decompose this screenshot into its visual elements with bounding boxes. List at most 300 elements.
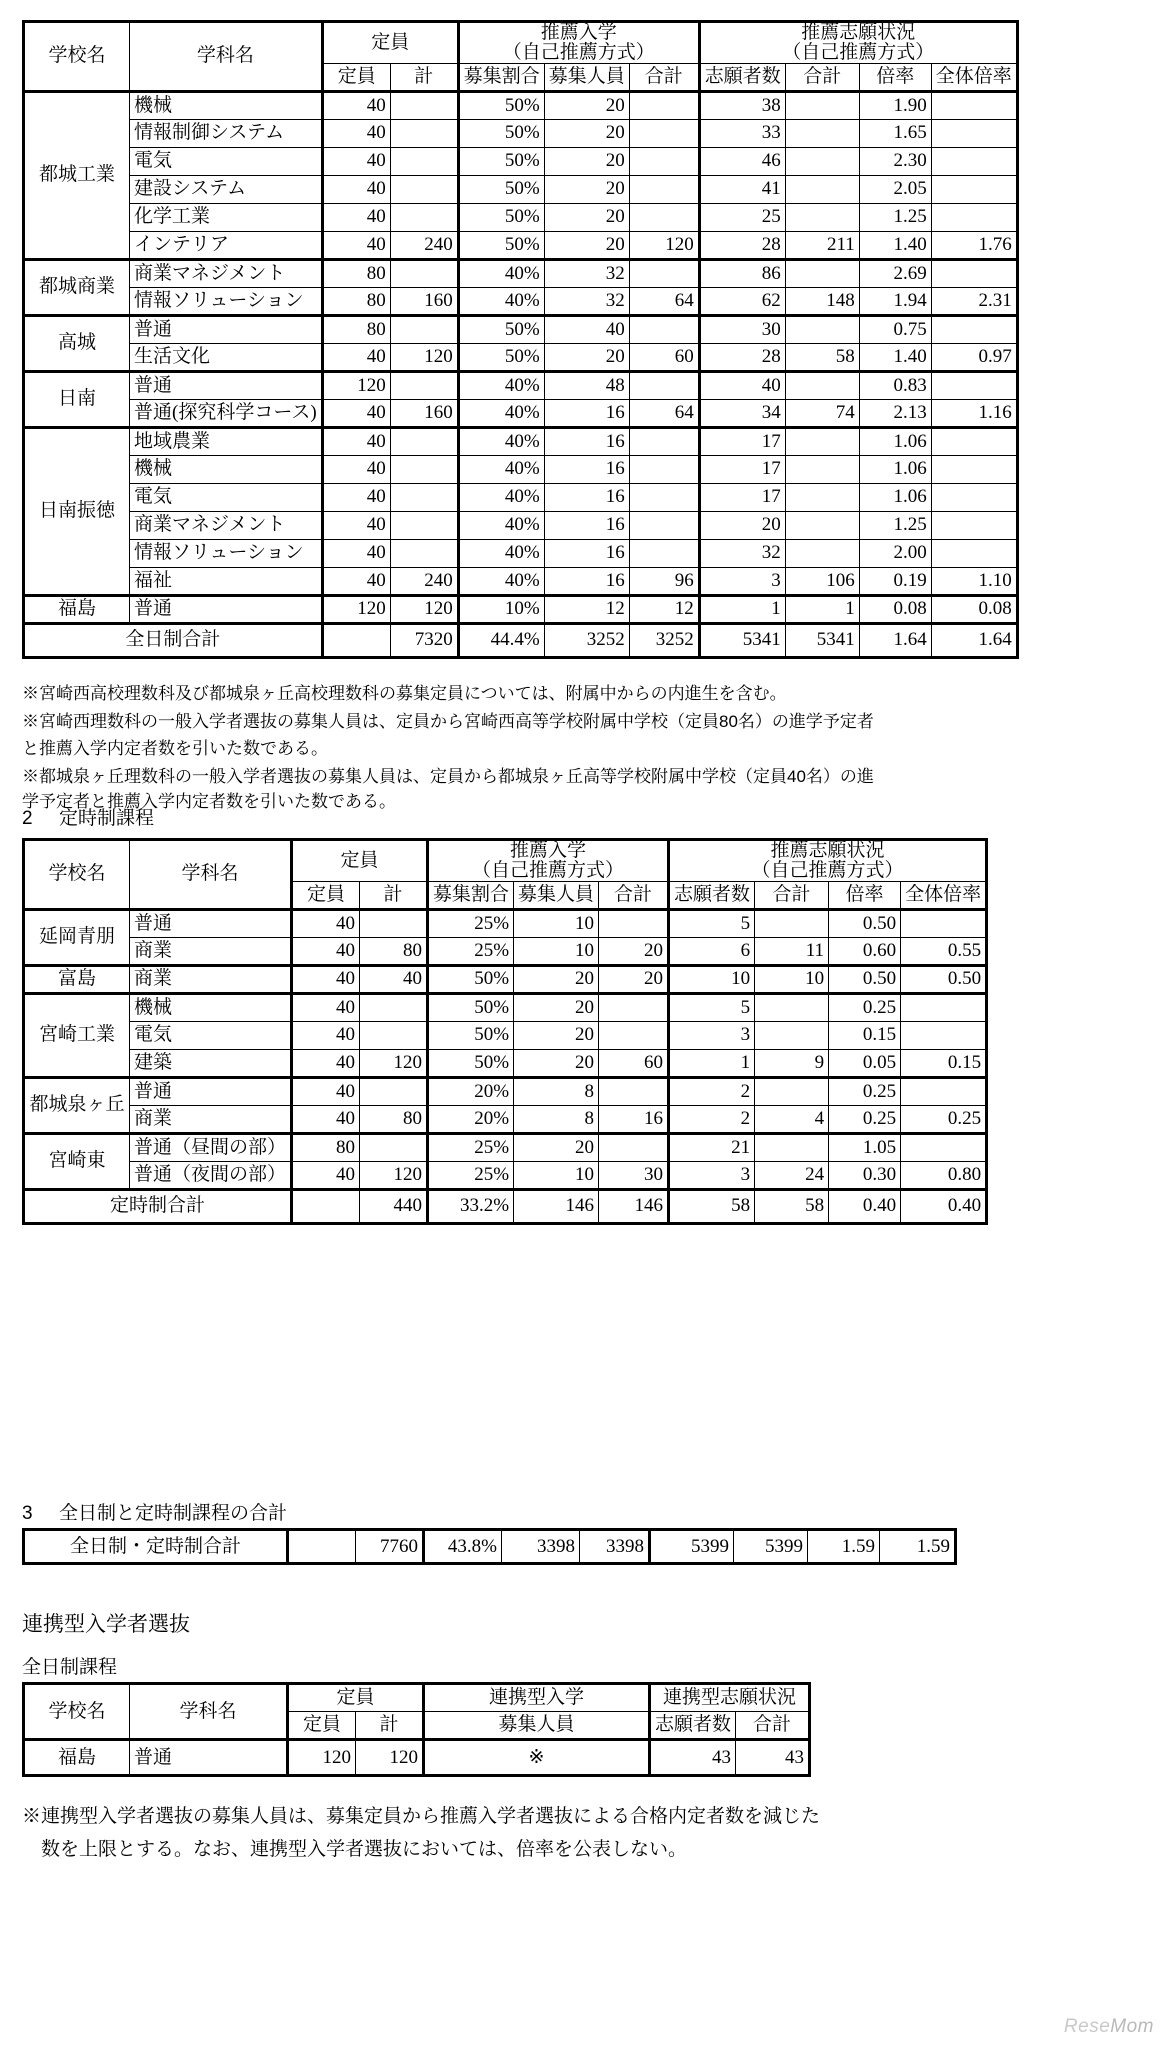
cell-overall-rate [901, 1133, 987, 1161]
cell-quota-total: 80 [360, 937, 428, 965]
cell-total-rec-sum: 146 [599, 1189, 669, 1223]
cell-dept: 普通 [130, 315, 323, 343]
cell-quota: 40 [322, 483, 390, 511]
table-row [24, 539, 1018, 567]
cell-rec-ratio: 40% [458, 287, 544, 315]
cell-dept: 建設システム [130, 175, 323, 203]
cell-quota: 40 [322, 455, 390, 483]
table-row [24, 1049, 987, 1077]
cell-school: 都城泉ヶ丘 [24, 1077, 130, 1133]
renkei-data-row [24, 1740, 810, 1776]
cell-rec-people: 20 [544, 119, 629, 147]
cell-rec-total [599, 993, 669, 1021]
th-rec-people: 募集人員 [544, 63, 629, 91]
cell-dept: 機械 [130, 455, 323, 483]
cell-quota-total [390, 147, 458, 175]
cell-applicants: 30 [699, 315, 785, 343]
cell-app-total [755, 1133, 829, 1161]
combined-total-applicants: 5399 [650, 1530, 734, 1564]
cell-app-total: 11 [755, 937, 829, 965]
cell-applicants: 17 [699, 455, 785, 483]
table-row [24, 231, 1018, 259]
cell-app-total: 24 [755, 1161, 829, 1189]
cell-app-total [785, 511, 859, 539]
th-app-total: 合計 [755, 881, 829, 909]
section2-number: 2 [22, 808, 33, 829]
cell-overall-rate [931, 147, 1017, 175]
th-recommend-group-line1: 推薦入学 [510, 840, 587, 861]
cell-rec-total [629, 175, 699, 203]
th-application-group-line1: 推薦志願状況 [801, 22, 916, 43]
cell-rate: 2.05 [859, 175, 931, 203]
cell-rec-total: 16 [599, 1105, 669, 1133]
th-application-group-line2: （自己推薦方式） [751, 859, 904, 881]
cell-rec-ratio: 40% [458, 427, 544, 455]
cell-rec-people: 10 [514, 1161, 599, 1189]
cell-quota: 40 [322, 427, 390, 455]
cell-applicants: 20 [699, 511, 785, 539]
th-recommend-group-line2: （自己推薦方式） [472, 859, 625, 881]
cell-app-total [785, 315, 859, 343]
combined-total-rate: 1.59 [808, 1530, 880, 1564]
renkei-note-line: 数を上限とする。なお、連携型入学者選抜においては、倍率を公表しない。 [22, 1839, 688, 1861]
cell-dept: 商業 [130, 1105, 292, 1133]
th-quota-total: 計 [360, 881, 428, 909]
cell-rec-ratio: 40% [458, 483, 544, 511]
th-quota: 定員 [292, 881, 360, 909]
cell-rate: 0.60 [829, 937, 901, 965]
cell-quota: 40 [292, 1105, 360, 1133]
cell-quota-total: 40 [360, 965, 428, 993]
cell-dept: 機械 [130, 91, 323, 119]
cell-total-rec-sum: 3252 [629, 623, 699, 657]
table-row [24, 119, 1018, 147]
cell-quota-total [390, 455, 458, 483]
cell-applicants: 10 [669, 965, 755, 993]
cell-quota-total [390, 203, 458, 231]
cell-quota-total [390, 511, 458, 539]
section4-subheading: 全日制課程 [22, 1657, 118, 1678]
th-rec-people: 募集人員 [514, 881, 599, 909]
cell-app-total [785, 539, 859, 567]
cell-applicants: 3 [669, 1161, 755, 1189]
cell-quota: 40 [292, 909, 360, 937]
cell-school: 宮崎東 [24, 1133, 130, 1189]
renkei-note-line: ※連携型入学者選抜の募集人員は、募集定員から推薦入学者選抜による合格内定者数を減じた [22, 1806, 821, 1827]
cell-app-total: 58 [785, 343, 859, 371]
table-row [24, 399, 1018, 427]
table-row [24, 371, 1018, 399]
cell-applicants: 33 [699, 119, 785, 147]
cell-quota-total [390, 91, 458, 119]
cell-dept: 地域農業 [130, 427, 323, 455]
th-rate: 倍率 [829, 881, 901, 909]
cell-rec-people: 10 [514, 909, 599, 937]
cell-school: 宮崎工業 [24, 993, 130, 1077]
cell-rec-ratio: 50% [428, 993, 514, 1021]
cell-dept: 福祉 [130, 567, 323, 595]
cell-rec-people: 8 [514, 1105, 599, 1133]
cell-total-people: 146 [514, 1189, 599, 1223]
th-rec-total: 合計 [599, 881, 669, 909]
cell-overall-rate [931, 539, 1017, 567]
cell-applicants: 3 [699, 567, 785, 595]
cell-dept: 商業 [130, 937, 292, 965]
cell-quota-total: 120 [390, 595, 458, 623]
cell-total-overall: 1.64 [931, 623, 1017, 657]
fulltime-table [22, 20, 1019, 659]
cell-total-rate: 1.64 [859, 623, 931, 657]
section2-heading [22, 803, 154, 830]
table-row [24, 595, 1018, 623]
th-quota-group: 定員 [322, 22, 458, 64]
cell-rec-total: 96 [629, 567, 699, 595]
th-overall-rate: 全体倍率 [931, 63, 1017, 91]
cell-overall-rate [931, 315, 1017, 343]
cell-rec-ratio: 40% [458, 399, 544, 427]
cell-rec-people: 10 [514, 937, 599, 965]
cell-applicants: 62 [699, 287, 785, 315]
cell-rec-total [629, 119, 699, 147]
cell-total-overall: 0.40 [901, 1189, 987, 1223]
cell-app-total: 4 [755, 1105, 829, 1133]
renkei-people: ※ [424, 1740, 650, 1776]
cell-total-ratio: 44.4% [458, 623, 544, 657]
cell-dept: 商業マネジメント [130, 511, 323, 539]
cell-rate: 0.25 [829, 1077, 901, 1105]
fulltime-table-header [24, 22, 1018, 92]
cell-overall-rate: 1.16 [931, 399, 1017, 427]
cell-dept: 普通 [130, 1077, 292, 1105]
cell-quota: 40 [322, 231, 390, 259]
cell-app-total [785, 175, 859, 203]
cell-app-total: 148 [785, 287, 859, 315]
cell-quota-total [390, 539, 458, 567]
cell-quota: 40 [322, 119, 390, 147]
combined-total-ratio: 43.8% [424, 1530, 502, 1564]
note-line: ※宮崎西理数科の一般入学者選抜の募集人員は、定員から宮崎西高等学校附属中学校（定員80名）の進学予定者 [22, 711, 874, 731]
th-application-group-line2: （自己推薦方式） [782, 41, 935, 63]
cell-rec-people: 20 [514, 993, 599, 1021]
cell-dept: 情報ソリューション [130, 287, 323, 315]
table-row [24, 147, 1018, 175]
table-row [24, 1021, 987, 1049]
th-recommend-group-line1: 推薦入学 [540, 22, 617, 43]
cell-overall-rate: 0.80 [901, 1161, 987, 1189]
cell-rec-ratio: 50% [428, 1021, 514, 1049]
cell-rec-total [629, 511, 699, 539]
th-rec-ratio: 募集割合 [458, 63, 544, 91]
renkei-quota: 120 [288, 1740, 356, 1776]
cell-overall-rate [931, 175, 1017, 203]
cell-quota-total [360, 1077, 428, 1105]
cell-app-total [755, 909, 829, 937]
cell-applicants: 40 [699, 371, 785, 399]
cell-overall-rate: 0.08 [931, 595, 1017, 623]
cell-quota: 40 [322, 511, 390, 539]
cell-applicants: 34 [699, 399, 785, 427]
cell-dept: 普通 [130, 595, 323, 623]
cell-applicants: 25 [699, 203, 785, 231]
cell-rec-people: 20 [544, 343, 629, 371]
cell-rate: 0.50 [829, 909, 901, 937]
cell-quota-total: 120 [390, 343, 458, 371]
section3-title: 全日制と定時制課程の合計 [58, 1503, 287, 1524]
th-recommend-group-line2: （自己推薦方式） [502, 41, 655, 63]
cell-quota-total: 120 [360, 1049, 428, 1077]
cell-rec-total: 12 [629, 595, 699, 623]
combined-total-overall: 1.59 [880, 1530, 956, 1564]
cell-quota-total [390, 427, 458, 455]
cell-rec-people: 20 [544, 175, 629, 203]
cell-app-total [785, 91, 859, 119]
cell-rec-people: 16 [544, 483, 629, 511]
cell-rate: 1.05 [829, 1133, 901, 1161]
fulltime-table-body [24, 91, 1018, 657]
cell-rec-ratio: 25% [428, 1133, 514, 1161]
cell-app-total [785, 371, 859, 399]
cell-rate: 0.15 [829, 1021, 901, 1049]
th-quota: 定員 [322, 63, 390, 91]
cell-total-quota-sum: 440 [360, 1189, 428, 1223]
cell-quota: 40 [292, 1161, 360, 1189]
renkei-table-header [24, 1684, 810, 1740]
cell-rec-ratio: 40% [458, 371, 544, 399]
cell-overall-rate: 1.76 [931, 231, 1017, 259]
cell-app-total: 211 [785, 231, 859, 259]
cell-dept: 電気 [130, 1021, 292, 1049]
cell-rate: 1.40 [859, 231, 931, 259]
cell-total-ratio: 33.2% [428, 1189, 514, 1223]
cell-dept: 情報制御システム [130, 119, 323, 147]
cell-quota-total [360, 1021, 428, 1049]
table-row [24, 91, 1018, 119]
cell-app-total: 106 [785, 567, 859, 595]
cell-app-total: 74 [785, 399, 859, 427]
parttime-table-header [24, 840, 987, 910]
table-row [24, 1077, 987, 1105]
cell-dept: 普通（昼間の部） [130, 1133, 292, 1161]
cell-total-label: 全日制合計 [24, 623, 323, 657]
fulltime-table-wrapper [22, 20, 1019, 659]
combined-total-rec-sum: 3398 [580, 1530, 650, 1564]
cell-quota: 120 [322, 371, 390, 399]
table-row [24, 965, 987, 993]
th-dept: 学科名 [130, 22, 323, 92]
th-quota-group: 定員 [288, 1684, 424, 1712]
cell-rec-people: 16 [544, 455, 629, 483]
cell-quota-total [390, 175, 458, 203]
cell-rate: 0.25 [829, 1105, 901, 1133]
cell-quota: 40 [322, 147, 390, 175]
cell-dept: 情報ソリューション [130, 539, 323, 567]
cell-school: 日南振徳 [24, 427, 130, 595]
cell-rec-ratio: 50% [458, 147, 544, 175]
cell-dept: 普通 [130, 909, 292, 937]
cell-rec-total: 60 [599, 1049, 669, 1077]
th-quota-total: 計 [390, 63, 458, 91]
cell-quota: 40 [322, 539, 390, 567]
cell-applicants: 32 [699, 539, 785, 567]
note-line: ※都城泉ヶ丘理数科の一般入学者選抜の募集人員は、定員から都城泉ヶ丘高等学校附属中学校（定員40名）の進 [22, 766, 874, 786]
cell-school: 富島 [24, 965, 130, 993]
table-row [24, 937, 987, 965]
table-total-row [24, 623, 1018, 657]
cell-rec-total [629, 455, 699, 483]
cell-rec-people: 20 [514, 1021, 599, 1049]
cell-rec-people: 32 [544, 287, 629, 315]
cell-applicants: 41 [699, 175, 785, 203]
cell-applicants: 38 [699, 91, 785, 119]
cell-rate: 1.06 [859, 483, 931, 511]
cell-rec-people: 20 [544, 203, 629, 231]
cell-rec-total: 64 [629, 287, 699, 315]
cell-rec-ratio: 40% [458, 511, 544, 539]
cell-rec-people: 20 [514, 1049, 599, 1077]
table-row [24, 343, 1018, 371]
cell-app-total [785, 259, 859, 287]
cell-school: 高城 [24, 315, 130, 371]
cell-school: 延岡青朋 [24, 909, 130, 965]
table-row [24, 483, 1018, 511]
cell-overall-rate [931, 203, 1017, 231]
cell-rec-total: 30 [599, 1161, 669, 1189]
cell-rec-total: 60 [629, 343, 699, 371]
cell-overall-rate [931, 483, 1017, 511]
cell-rate: 1.25 [859, 203, 931, 231]
th-application-group-line1: 推薦志願状況 [770, 840, 885, 861]
cell-app-total [785, 203, 859, 231]
parttime-table-wrapper [22, 838, 988, 1225]
cell-rec-total: 120 [629, 231, 699, 259]
cell-applicants: 1 [669, 1049, 755, 1077]
cell-overall-rate [931, 371, 1017, 399]
cell-rate: 0.30 [829, 1161, 901, 1189]
cell-rec-total [629, 483, 699, 511]
cell-dept: 電気 [130, 483, 323, 511]
cell-quota: 40 [292, 965, 360, 993]
combined-total-quota-sum: 7760 [356, 1530, 424, 1564]
th-school: 学校名 [24, 840, 130, 910]
th-school: 学校名 [24, 22, 130, 92]
cell-dept: 電気 [130, 147, 323, 175]
cell-quota: 120 [322, 595, 390, 623]
table-row [24, 427, 1018, 455]
cell-rec-ratio: 10% [458, 595, 544, 623]
cell-dept: 機械 [130, 993, 292, 1021]
cell-rate: 2.30 [859, 147, 931, 175]
cell-overall-rate [931, 259, 1017, 287]
section4-heading: 連携型入学者選抜 [22, 1613, 190, 1636]
cell-rec-total [629, 203, 699, 231]
cell-rec-people: 32 [544, 259, 629, 287]
cell-quota: 40 [322, 175, 390, 203]
cell-quota-total [390, 259, 458, 287]
cell-quota-total [360, 909, 428, 937]
cell-overall-rate: 0.50 [901, 965, 987, 993]
cell-dept: 生活文化 [130, 343, 323, 371]
parttime-table-body [24, 909, 987, 1223]
table-row [24, 909, 987, 937]
cell-rec-ratio: 40% [458, 539, 544, 567]
cell-app-total [755, 993, 829, 1021]
cell-app-total [785, 147, 859, 175]
th-recommend-group [458, 22, 699, 64]
th-renkei-people: 募集人員 [424, 1712, 650, 1740]
section2-title: 定時制課程 [58, 808, 154, 829]
th-rec-ratio: 募集割合 [428, 881, 514, 909]
cell-rec-total [629, 147, 699, 175]
cell-quota-total [360, 1133, 428, 1161]
cell-dept: 建築 [130, 1049, 292, 1077]
combined-total-people: 3398 [502, 1530, 580, 1564]
cell-rate: 0.75 [859, 315, 931, 343]
cell-rec-total [629, 539, 699, 567]
cell-rec-people: 16 [544, 511, 629, 539]
cell-total-label: 定時制合計 [24, 1189, 292, 1223]
cell-applicants: 1 [699, 595, 785, 623]
combined-total-table-wrapper [22, 1528, 957, 1565]
table-row [24, 1161, 987, 1189]
cell-overall-rate [901, 1077, 987, 1105]
note-line: ※宮崎西高校理数科及び都城泉ヶ丘高校理数科の募集定員については、附属中からの内進生を含む。 [22, 684, 787, 703]
cell-app-total [785, 483, 859, 511]
cell-rate: 1.06 [859, 427, 931, 455]
cell-applicants: 21 [669, 1133, 755, 1161]
cell-rec-people: 20 [544, 231, 629, 259]
note-line: と推薦入学内定者数を引いた数である。 [22, 739, 328, 759]
cell-quota: 40 [322, 399, 390, 427]
cell-total-people: 3252 [544, 623, 629, 657]
cell-rate: 0.05 [829, 1049, 901, 1077]
th-quota-group: 定員 [292, 840, 428, 882]
cell-rec-ratio: 50% [458, 203, 544, 231]
cell-rec-people: 40 [544, 315, 629, 343]
renkei-app-total: 43 [736, 1740, 810, 1776]
cell-app-total [755, 1077, 829, 1105]
th-renkei-app-total: 合計 [736, 1712, 810, 1740]
th-dept: 学科名 [130, 840, 292, 910]
cell-quota-total: 240 [390, 231, 458, 259]
cell-quota: 40 [322, 343, 390, 371]
cell-rate: 2.00 [859, 539, 931, 567]
th-recommend-group [428, 840, 669, 882]
cell-applicants: 28 [699, 343, 785, 371]
cell-school: 都城商業 [24, 259, 130, 315]
renkei-quota-total: 120 [356, 1740, 424, 1776]
cell-quota: 40 [292, 937, 360, 965]
cell-rec-people: 16 [544, 427, 629, 455]
renkei-applicants: 43 [650, 1740, 736, 1776]
cell-dept: 普通(探究科学コース) [130, 399, 323, 427]
cell-quota: 40 [292, 1021, 360, 1049]
cell-rate: 1.65 [859, 119, 931, 147]
cell-rate: 1.25 [859, 511, 931, 539]
renkei-table [22, 1682, 811, 1777]
renkei-dept: 普通 [130, 1740, 288, 1776]
cell-app-total [785, 455, 859, 483]
cell-rec-people: 8 [514, 1077, 599, 1105]
cell-rate: 0.25 [829, 993, 901, 1021]
cell-rec-people: 48 [544, 371, 629, 399]
cell-rec-ratio: 40% [458, 567, 544, 595]
cell-rec-total [629, 91, 699, 119]
cell-school: 日南 [24, 371, 130, 427]
table-row [24, 175, 1018, 203]
th-overall-rate: 全体倍率 [901, 881, 987, 909]
cell-total-applicants: 5341 [699, 623, 785, 657]
cell-school: 都城工業 [24, 91, 130, 259]
